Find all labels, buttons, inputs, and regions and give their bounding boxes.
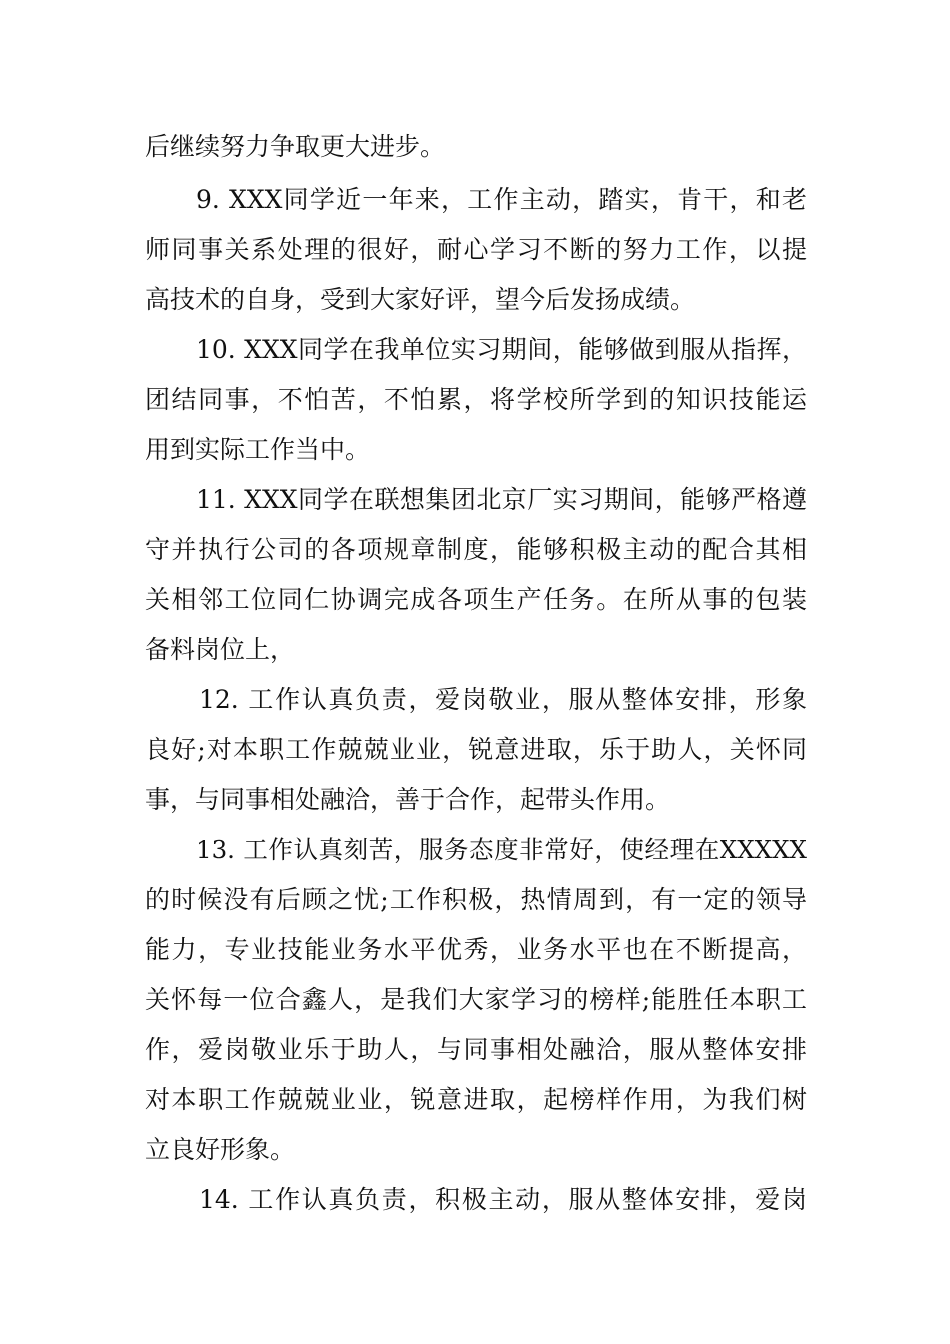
item-13-line-5: 作，爱岗敬业乐于助人，与同事相处融洽，服从整体安排 — [145, 1035, 807, 1064]
item-12-line-1: 12. 工作认真负责，爱岗敬业，服从整体安排，形象 — [199, 685, 807, 714]
item-10-line-2: 团结同事，不怕苦，不怕累，将学校所学到的知识技能运 — [145, 385, 807, 414]
item-12-line-2: 良好;对本职工作兢兢业业，锐意进取，乐于助人，关怀同 — [145, 735, 807, 764]
item-11-line-3: 关相邻工位同仁协调完成各项生产任务。在所从事的包装 — [145, 585, 807, 614]
item-9-line-2: 师同事关系处理的很好，耐心学习不断的努力工作，以提 — [145, 235, 807, 264]
text-line-continuation: 后继续努力争取更大进步。 — [145, 132, 446, 161]
item-13-line-2: 的时候没有后顾之忧;工作积极，热情周到，有一定的领导 — [145, 885, 807, 914]
item-11-line-2: 守并执行公司的各项规章制度，能够积极主动的配合其相 — [145, 535, 807, 564]
item-13-line-6: 对本职工作兢兢业业，锐意进取，起榜样作用，为我们树 — [145, 1085, 807, 1114]
item-9-line-3: 高技术的自身，受到大家好评，望今后发扬成绩。 — [145, 285, 696, 314]
item-13-line-7: 立良好形象。 — [145, 1135, 296, 1164]
item-11-line-4: 备料岗位上， — [145, 635, 296, 664]
item-11-line-1: 11. XXX同学在联想集团北京厂实习期间，能够严格遵 — [196, 485, 807, 514]
item-10-line-1: 10. XXX同学在我单位实习期间，能够做到服从指挥， — [196, 335, 807, 364]
item-13-line-4: 关怀每一位合鑫人，是我们大家学习的榜样;能胜任本职工 — [145, 985, 807, 1014]
item-13-line-3: 能力，专业技能业务水平优秀，业务水平也在不断提高， — [145, 935, 807, 964]
item-9-line-1: 9. XXX同学近一年来，工作主动，踏实，肯干，和老 — [196, 185, 807, 214]
item-10-line-3: 用到实际工作当中。 — [145, 435, 371, 464]
item-13-line-1: 13. 工作认真刻苦，服务态度非常好，使经理在XXXXX — [196, 835, 807, 864]
item-14-line-1: 14. 工作认真负责，积极主动，服从整体安排，爱岗 — [199, 1185, 807, 1214]
item-12-line-3: 事，与同事相处融洽，善于合作，起带头作用。 — [145, 785, 671, 814]
